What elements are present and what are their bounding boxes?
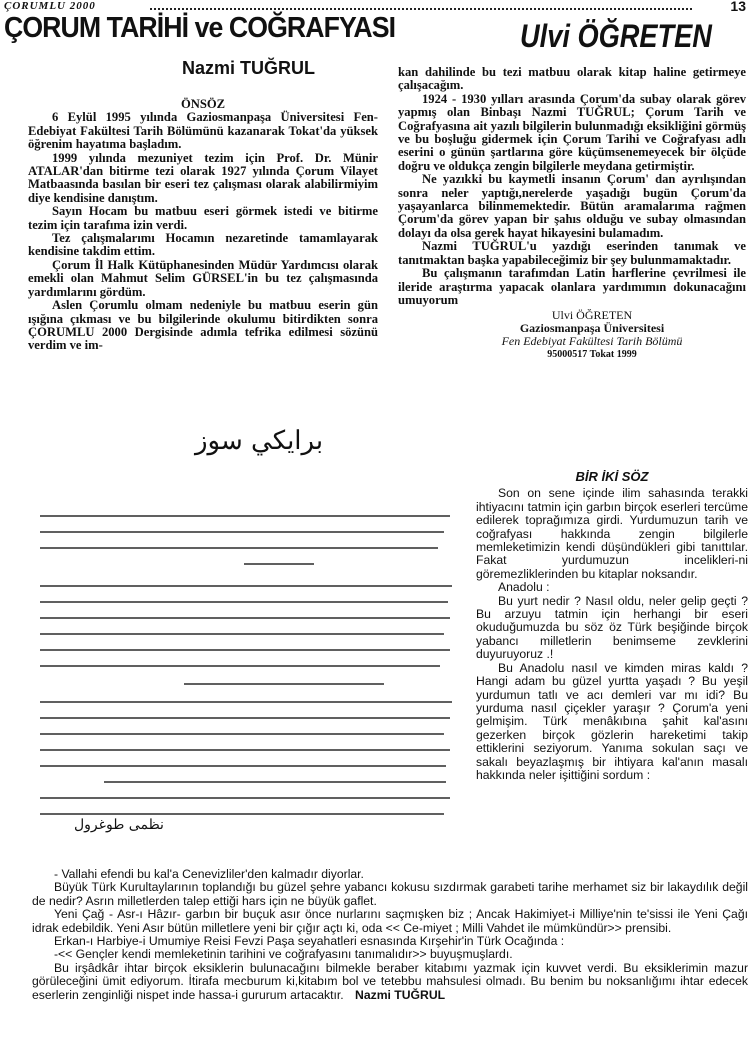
bottom-paragraph: Büyük Türk Kurultaylarının toplandığı bu güzel şehre yabancı kokusu sızdırmak garabeti tarihe merhamet siz bir lakaydılık değil de nedir? Asrın milletlerden talep ettiği hars için ne büyük gaflet. xyxy=(32,880,748,908)
onsoz-paragraph: Tez çalışmalarımı Hocamın nezaretinde tamamlayarak kendisine takdim ettim. xyxy=(28,231,378,259)
script-line xyxy=(40,701,452,703)
signature-meta: 95000517 Tokat 1999 xyxy=(547,349,637,361)
author-large: Ulvi ÖĞRETEN xyxy=(520,18,712,54)
script-line xyxy=(40,813,444,815)
onsoz-column-2 xyxy=(398,66,746,361)
ottoman-script-facsimile xyxy=(34,505,470,835)
script-line xyxy=(184,683,384,685)
onsoz-paragraph: 6 Eylül 1995 yılında Gaziosmanpaşa Üniversitesi Fen-Edebiyat Fakültesi Tarih Bölümünü kazanarak Tokat'da yüksek öğrenim hayatıma başladım. xyxy=(28,110,378,152)
onsoz-paragraph: 1999 yılında mezuniyet tezim için Prof. Dr. Münir ATALAR'dan bitirme tezi olarak 1927 yılında Çorum Vilayet Matbaasında basılan bir eseri tez çalışması olarak alabilirmiyim diye kendisine danıştım. xyxy=(28,150,378,205)
onsoz-column-1 xyxy=(28,98,378,353)
bir-iki-soz-paragraph: Bu yurt nedir ? Nasıl oldu, neler gelip geçti ? Bu arzuyu tatmin için herhangi bir eseri okuduğumuzda bu söz öz Türk beşiğinde birçok yabancı milletlerin benimseme zevklerini duyuruyoruz .! xyxy=(476,593,748,662)
script-line xyxy=(40,749,450,751)
onsoz-paragraph: Nazmi TUĞRUL'u yazdığı eserinden tanımak ve tanıtmaktan başka yapabileceğimiz bir şey bulunmamaktadır. xyxy=(398,239,746,267)
article-title: ÇORUM TARİHİ ve COĞRAFYASI xyxy=(4,12,396,44)
onsoz-paragraph: Sayın Hocam bu matbuu eseri görmek istedi ve bitirme tezim için tarafıma izin verdi. xyxy=(28,204,378,232)
signature-university: Gaziosmanpaşa Üniversitesi xyxy=(519,321,665,336)
ottoman-heading: برايكي سوز xyxy=(195,426,324,456)
onsoz-heading: ÖNSÖZ xyxy=(180,97,226,111)
bottom-paragraph: -<< Gençler kendi memleketinin tarihini ve coğrafyasını tanımalıdır>> buyuşmuşlardı. xyxy=(54,947,513,962)
header-dotted-rule xyxy=(150,8,692,10)
onsoz-paragraph: Bu çalışmanın tarafımdan Latin harflerine çevrilmesi ile ileride araştırma yapacak olanlara yardımımın dokunacağını umuyorum xyxy=(398,266,746,307)
script-line xyxy=(40,797,450,799)
onsoz-signature xyxy=(438,309,746,361)
script-line xyxy=(40,733,444,735)
bir-iki-soz-heading: BİR İKİ SÖZ xyxy=(575,469,649,484)
facsimile-signature: نظمى طوغرول xyxy=(74,817,164,833)
bir-iki-soz-paragraph: Son on sene içinde ilim sahasında terakki ihtiyacını tatmin için garbın birçok eserleri tercüme edilerek toprağımıza girdi. Yurdumuzun tarih ve coğrafyası hakkında zengin bilgilerle memleketimizin kendi düşündükleri gibi tanıttılar. Fakat yurdumuzun incelikleri-ni göremezliklerinden bu kitaplar noksandır. xyxy=(476,486,748,581)
bottom-paragraph-text: Bu irşâdkâr ihtar birçok eksiklerin bulunacağını bilmekle beraber kitabımı yazmak için kuvvet verdi. Bu eksiklerimin mazur görüleceğini ümit ediyorum. İtirafa mecburum ki,kitabım bol ve tetebbu mahsulesi olmadı. Bu benim bu noksanlığımı ihtar edecek eserlerin zenginliği nispet inde hassa-i gururum artacaktır. xyxy=(32,960,748,1002)
bottom-paragraph xyxy=(32,962,748,1002)
bottom-paragraph: - Vallahi efendi bu kal'a Cenevizliler'den kalmadır diyorlar. xyxy=(54,867,364,881)
author-small: Nazmi TUĞRUL xyxy=(182,58,316,78)
script-line xyxy=(40,717,450,719)
script-line xyxy=(40,665,440,667)
onsoz-paragraph: 1924 - 1930 yılları arasında Çorum'da subay olarak görev yapmış olan Binbaşı Nazmi TUĞRUL; Çorum Tarih ve Coğrafyasına ait yazılı bilgilerin bulunmadığı eksikliğini görmüş ve bu boşluğu gidermek için Çorum Tarihi ve Coğrafyası adlı eserini o günün şartlarına göre küçümsenemeyecek bir ölçüde doğru ve oldukça zengin bilgilerle meydana getirmiştir. xyxy=(398,91,746,173)
bottom-paragraph: Erkan-ı Harbiye-i Umumiye Reisi Fevzi Paşa seyahatleri esnasında Kırşehir'in Türk Ocağında : xyxy=(54,934,565,949)
onsoz-paragraph: Çorum İl Halk Kütüphanesinden Müdür Yardımcısı olarak emekli olan Mahmut Selim GÜRSEL'in bu tez çalışmasında yardımlarını gördüm. xyxy=(28,257,378,299)
onsoz-paragraph: kan dahilinde bu tezi matbuu olarak kitap haline getirmeye çalışacağım. xyxy=(398,65,746,93)
script-line xyxy=(40,515,450,517)
signature-name: Ulvi ÖĞRETEN xyxy=(551,308,633,323)
script-line xyxy=(40,531,444,533)
script-line xyxy=(40,633,444,635)
script-line xyxy=(40,649,450,651)
bir-iki-soz-paragraph: Anadolu : xyxy=(498,580,550,595)
bir-iki-soz-paragraph: Bu Anadolu nasıl ve kimden miras kaldı ? Hangi adam bu güzel yurtta yaşadı ? Bu yeşil yurdumun tatlı ve acı demleri var mı idi? Bu yurduma nasıl çiçekler yaraşır ? Çorum'a yeni gelmişim. Türk menâkıbına şahit kal'asını gezerken birçok gözlerin hareketimi takip ettiklerini seziyorum. Yanıma sokulan saçı ve sakalı beyazlaşmış bir ihtiyara kal'anın masalı hakkında neler işittiğini sordum : xyxy=(476,660,748,782)
script-line xyxy=(40,765,446,767)
running-title: ÇORUMLU 2000 xyxy=(4,0,96,12)
bir-iki-soz-column xyxy=(476,470,748,782)
bottom-paragraph: Yeni Çağ - Asr-ı Hâzır- garbın bir buçuk asır önce nurlarını saçmışken biz ; Ancak Hakimiyet-i Milliye'nin te'sissi ile Yeni Çağı idrak edebildik. Yeni Asır bütün milletlere yeni bir çığır açtı ki, oda << Ce-miyet ; Milli Vahdet ile mümkündür>> prensibi. xyxy=(32,907,748,935)
signature-faculty: Fen Edebiyat Fakültesi Tarih Bölümü xyxy=(501,334,683,349)
script-line xyxy=(104,781,446,783)
bottom-text xyxy=(32,868,748,1002)
script-line xyxy=(244,563,314,565)
script-line xyxy=(40,547,438,549)
page-number: 13 xyxy=(730,0,746,14)
script-line xyxy=(40,601,448,603)
onsoz-paragraph: Ne yazıkki bu kaymetli insanın Çorum' dan ayrılışından sonra neler yaptığı,nerelerde yaşadığı bugün Çorum'da yaşayanlarca bilinmemektedir. Bütün aramalarıma rağmen Çorum'da görev yapan bir şahıs olduğu ve subay olmasından dolayı da olsa gerek hayat hikayesini bulamadım. xyxy=(398,172,746,240)
onsoz-paragraph: Aslen Çorumlu olmam nedeniyle bu matbuu eserin gün ışığına çıkması ve bu bilgilerinde okulumu bitirdikten sonra ÇORUMLU 2000 Dergisinde adımla tefrika edilmesi sözünü verdim ve im- xyxy=(28,298,378,353)
bottom-signature: Nazmi TUĞRUL xyxy=(355,987,446,1002)
script-line xyxy=(40,585,452,587)
script-line xyxy=(40,617,450,619)
